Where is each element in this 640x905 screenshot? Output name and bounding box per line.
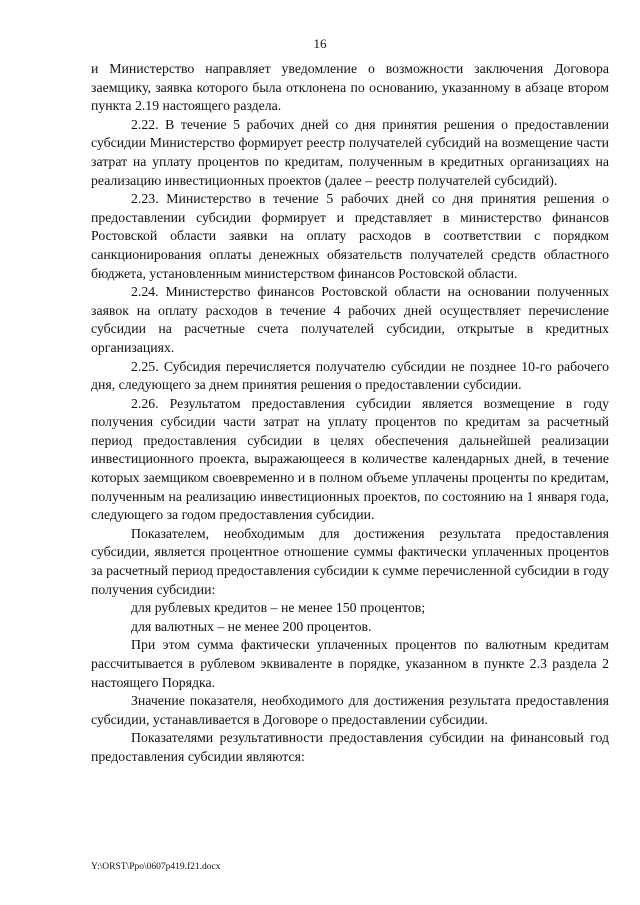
- paragraph-2-22: 2.22. В течение 5 рабочих дней со дня принятия решения о предоставлении субсидии Министерство формирует реестр получателей субсидий на возмещение части затрат на уплату процентов по кредитам, полученным в кредитных организациях на реализацию инвестиционных проектов (далее – реестр получателей субсидий).: [91, 116, 609, 188]
- paragraph-indicator: Показателем, необходимым для достижения результата предоставления субсидии, является процентное отношение суммы фактически уплаченных процентов за расчетный период предоставления субсидии к сумме перечисленной субсидии в году получения субсидии:: [91, 525, 609, 597]
- footer-file-path: Y:\ORST\Ppo\0607p419.f21.docx: [91, 862, 221, 872]
- paragraph-continuation: и Министерство направляет уведомление о возможности заключения Договора заемщику, заявка которого была отклонена по основанию, указанному в абзаце втором пункта 2.19 настоящего раздела.: [91, 61, 609, 114]
- paragraph-2-25: 2.25. Субсидия перечисляется получателю субсидии не позднее 10-го рабочего дня, следующего за днем принятия решения о предоставлении субсидии.: [91, 358, 609, 393]
- paragraph-2-24: 2.24. Министерство финансов Ростовской области на основании полученных заявок на оплату расходов в течение 4 рабочих дней осуществляет перечисление субсидии на расчетные счета получателей субсидии, открытые в кредитных организациях.: [91, 284, 609, 355]
- paragraph-2-23: 2.23. Министерство в течение 5 рабочих дней со дня принятия решения о предоставлении субсидии формирует и представляет в министерство финансов Ростовской области заявки на оплату расходов в соответствии с порядком санкционирования оплаты денежных обязательств получателей средств областного бюджета, установленным министерством финансов Ростовской области.: [91, 191, 609, 281]
- list-item-ruble-loans: для рублевых кредитов – не менее 150 процентов;: [131, 600, 426, 616]
- document-body: [91, 60, 609, 767]
- page-number: 16: [313, 36, 327, 51]
- paragraph-indicator-value: Значение показателя, необходимого для достижения результата предоставления субсидии, устанавливается в Договоре о предоставлении субсидии.: [91, 693, 609, 727]
- paragraph-currency-calculation: При этом сумма фактически уплаченных процентов по валютным кредитам рассчитывается в рублевом эквиваленте в порядке, указанном в пункте 2.3 раздела 2 настоящего Порядка.: [91, 637, 609, 690]
- paragraph-performance-indicators: Показателями результативности предоставления субсидии на финансовый год предоставления субсидии являются:: [91, 730, 609, 764]
- list-item-currency-loans: для валютных – не менее 200 процентов.: [131, 618, 372, 634]
- paragraph-2-26: 2.26. Результатом предоставления субсидии является возмещение в году получения субсидии части затрат на уплату процентов по кредитам за расчетный период предоставления субсидии в целях обеспечения дальнейшей реализации инвестиционного проекта, выражающееся в количестве календарных дней, в течение которых заемщиком своевременно и в полном объеме уплачены проценты по кредитам, полученным на реализацию инвестиционных проектов, по состоянию на 1 января года, следующего за годом предоставления субсидии.: [91, 395, 609, 523]
